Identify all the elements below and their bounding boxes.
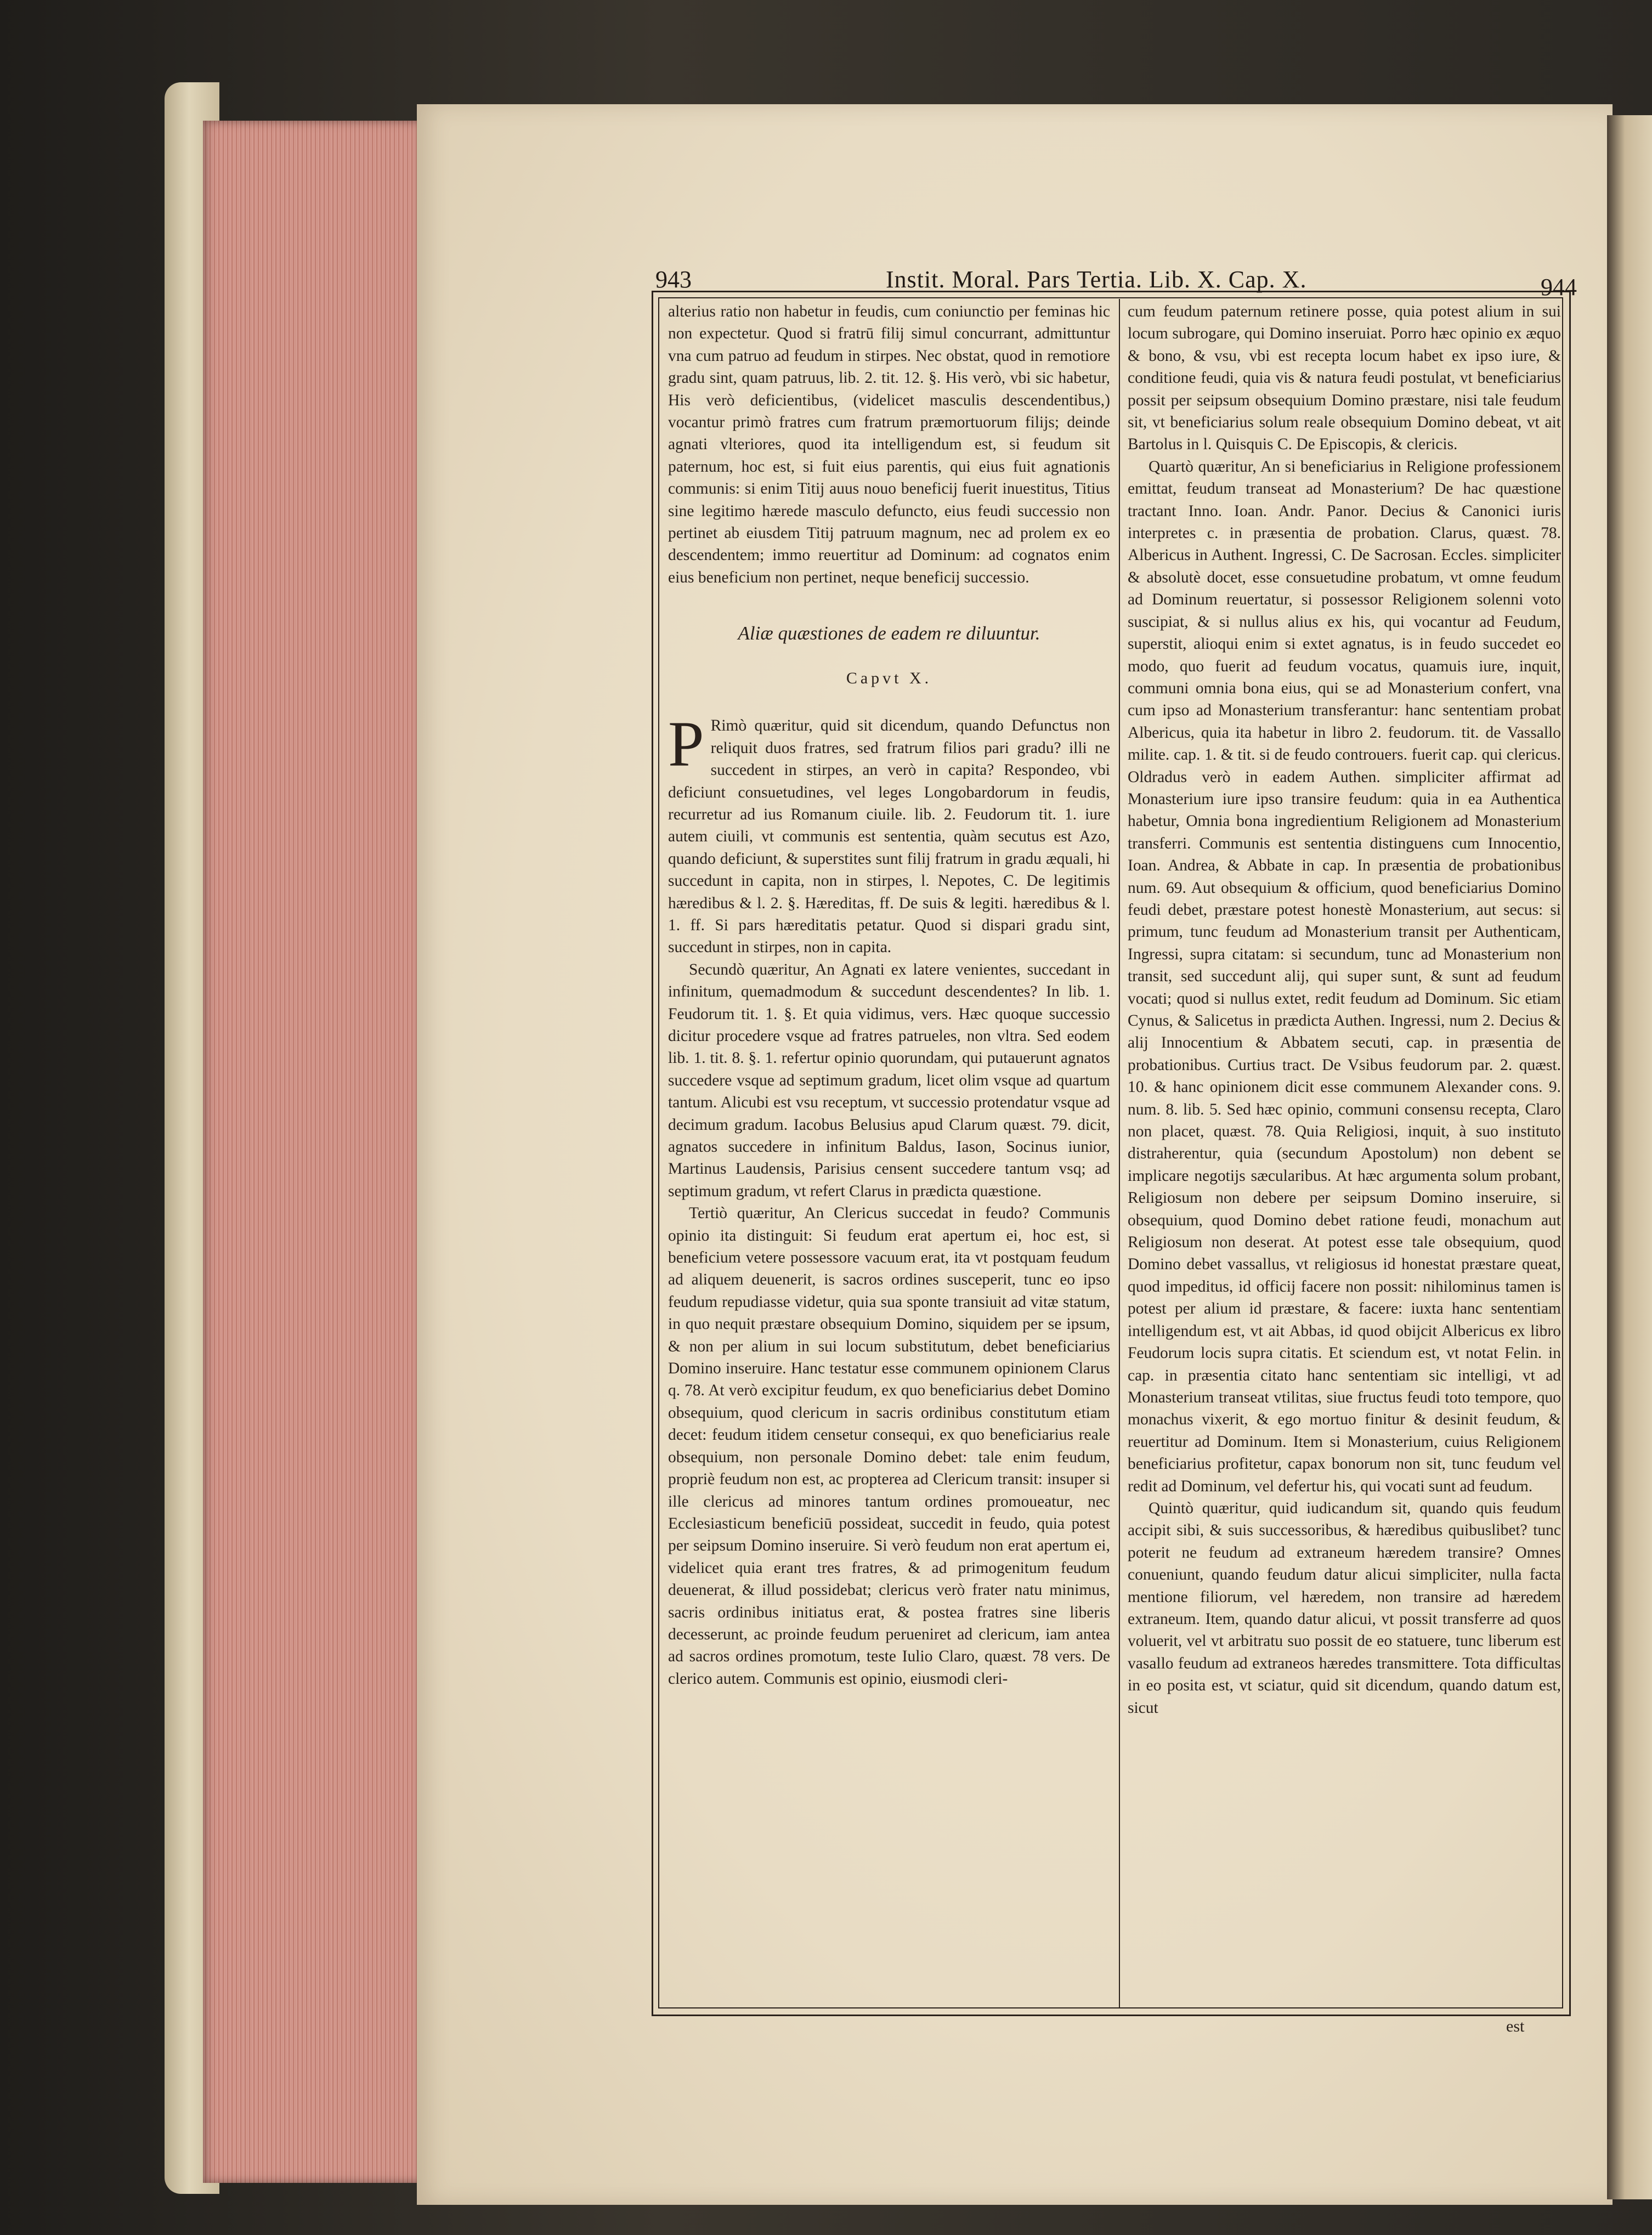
facing-page-edge (1607, 115, 1652, 2199)
page-edges (203, 121, 428, 2183)
paragraph-tertio: Tertiò quæritur, An Clericus succedat in feudo? Communis opinio ita distinguit: Si feudum erat apertum ei, hoc est, si beneficium vetere possessore vacuum erat, ita vt postquam feudum ad aliquem deuenerit, is sacros ordines susceperit, tunc eo ipso feudum repudiasse videtur, quia sua sponte transiuit ad vitæ statum, in quo nequit præstare obsequium Domino, siquidem per se ipsum, & non per alium in sui locum substitutum, debet beneficiarius Domino inseruire. Hanc testatur esse communem opinionem Clarus q. 78. At verò excipitur feudum, ex quo beneficiarius debet Domino obsequium, quod clericum in sacris ordinibus constitutum etiam decet: feudum itidem censetur consequi, ex quo beneficiarius reale obsequium, non personale Domino debet: tale enim feudum, propriè feudum non est, ac propterea ad Clericum transit: insuper si ille clericus ad minores tantum ordines promoueatur, nec Ecclesiasticum beneficiū possideat, succedit in feudo, quia potest per seipsum Domino inseruire. Si verò feudum non erat apertum ei, videlicet quia erant tres fratres, & ad primogenitum feudum deuenerat, & illud possidebat; clericus verò frater natu minimus, sacris ordinibus initiatus erat, & postea fratres sine liberis decesserunt, ac proinde feudum perueniret ad clericum, iam antea ad sacros ordines promotum, teste Iulio Claro, quæst. 78 vers. De clerico autem. Communis est opinio, eiusmodi cleri- (668, 1204, 1110, 1688)
running-header (655, 262, 1577, 301)
paragraph-quinto: Quintò quæritur, quid iudicandum sit, quando quis feudum accipit sibi, & suis successoribus, & hæredibus quibuslibet? tunc poterit ne feudum ad extraneum hæredem transire? Omnes conueniunt, quando feudum datur alicui simpliciter, nulla facta mentione filiorum, vel hæredem, non transire ad hæredem extraneum. Item, quando datur alicui, vt possit transferre ad quos voluerit, vel vt arbitratu suo possit de eo statuere, tunc liberum est vasallo feudum ad extraneos hæredes transmittere. Tota difficultas in eo posita est, vt sciatur, quid sit dicendum, quando datum est, sicut (1128, 1499, 1561, 1717)
paragraph-primo (668, 708, 1110, 958)
paragraph-primo-text: Rimò quæritur, quid sit dicendum, quando Defunctus non reliquit duos fratres, sed fratrum filios pari gradu? illi ne succedent in stirpes, an verò in capita? Respondeo, vbi deficiunt consuetudines, vel leges Longobardorum in feudis, recurretur ad ius Romanum ciuile. lib. 2. Feudorum tit. 1. iure autem ciuili, vt communis est sententia, quàm secutus est Azo, quando deficiunt, & superstites sunt filij fratrum in gradu æquali, hi succedunt in capita, non in stirpes, l. Nepotes, C. De legitimis hæredibus & l. 2. §. Hæreditas, ff. De suis & legiti. hæredibus & l. 1. ff. Si pars hæreditatis petatur. Quod si dispari gradu sint, succedunt in stirpes, non in capita. (668, 717, 1110, 957)
chapter-caption: Capvt X. (846, 669, 932, 688)
right-column (1128, 301, 1561, 1719)
left-column (668, 301, 1110, 1690)
catchword: est (1506, 2017, 1525, 2035)
right-paragraph-top: cum feudum paternum retinere posse, quia potest alium in sui locum subrogare, qui Domino inseruiat. Porro hæc opinio ex æquo & bono, & vsu, vbi est recepta locum habet ex ipso iure, & conditione feudi, quia vis & natura feudi postulat, vt beneficiarius possit per seipsum obsequium Domino præstare, nisi tale feudum sit, vt beneficiarius solum reale obsequium Domino debeat, vt ait Bartolus in l. Quisquis C. De Episcopis, & clericis. (1128, 303, 1561, 454)
folio-left: 943 (655, 266, 692, 293)
left-paragraph-top: alterius ratio non habetur in feudis, cum coniunctio per feminas hic non expectetur. Quod si fratrū filij simul concurrant, admittuntur vna cum patruo ad feudum in stirpes. Nec obstat, quod in remotiore gradu sint, quam patruus, lib. 2. tit. 12. §. His verò, vbi sic habetur, His verò deficientibus, (videlicet masculis descendentibus,) vocantur primò fratres cum fratrum præmortuorum filijs; deinde agnati vlteriores, quod ita intelligendum est, si feudum sit paternum, hoc est, si fuit eius parentis, qui eius fuit agnationis communis: si enim Titij auus nouo beneficij fuerit inuestitus, Titius sine legitimo hærede masculo defuncto, eius feudi successio non pertinet ab eiusdem Titij patruum magnum, nec ad prolem ex eo descendentem; immo reuertitur ad Dominum: ad cognatos enim eius beneficium non pertinet, neque beneficij successio. (668, 303, 1110, 586)
paragraph-quarto: Quartò quæritur, An si beneficiarius in Religione professionem emittat, feudum transeat ad Monasterium? De hac quæstione tractant Inno. Ioan. Andr. Panor. Decius & Canonici iuris interpretes c. in præsentia de probation. Clarus, quæst. 78. Albericus in Authent. Ingressi, C. De Sacrosan. Eccles. simpliciter & absolutè docet, esse consuetudine probatum, vt omne feudum ad Dominum reuertatur, si possessor Religionem solenni voto suscipiat, & si nullus alius ex his, qui vocantur ad Feudum, superstit, alioqui enim si extet agnatus, is in feudo succedet eo modo, quo fuerit ad feudum vocatus, quamuis iure, inquit, communi omnia bona eius, qui se ad Monasterium confert, vna cum ipso ad Monasterium transferantur: hanc sententiam probat Albericus, quia ita habetur in libro 2. feudorum. tit. de Vassallo milite. cap. 1. & tit. si de feudo controuers. fuerit cap. qui clericus. Oldradus verò in eadem Authen. simpliciter affirmat ad Monasterium iure ipso transire feudum: quia in ea Authentica habetur, Omnia bona ingredientium Religionem ad Monasterium transferri. Communis est sententia distinguens cum Innocentio, Ioan. Andrea, & Abbate in cap. In præsentia de probationibus num. 69. Aut obsequium & officium, quod beneficiarius Domino feudi debet, præstare potest honestè Monasterium, aut secus: si primum, tunc feudum ad Monasterium transit per Authenticam, Ingressi, supra citatam: si secundum, tunc ad Monasterium non transit, sed succedunt alij, qui super sunt, & sunt ad feudum vocati; quod si nullus extet, redit feudum ad Dominum. Sic etiam Cynus, & Salicetus in prædicta Authen. Ingressi, num 2. Decius & alij Innocentium & Abbatem secuti, cap. in præsentia de probationibus. Curtius tract. De Vsibus feudorum par. 2. quæst. 10. & hanc opinionem dicit esse communem Alexander cons. 9. num. 8. lib. 5. Sed hæc opinio, communi consensu recepta, Claro non placet, quæst. 78. Quia Religiosi, inquit, à suo instituto distraherentur, quia (secundum Apostolum) non debent se implicare negotijs sæcularibus. At hæc argumenta solum probant, Religiosum non debere per seipsum Domino inseruire, si obsequium, quod Domino debet ratione feudi, monachum aut Religiosum non deserat. At potest esse tale obsequium, quod Domino debet vassallus, vt religiosus id honestat præstare queat, quod impeditus, id officij facere non possit: nihilominus tamen is potest per alium id præstare, & facere: iuxta hanc sententiam intelligendum est, vt ait Abbas, id quod obijcit Albericus ex libro Feudorum locis supra citatis. Et sciendum est, vt notat Felin. in cap. in præsentia citato hanc sententiam sic intelligi, vt ad Monasterium transeat vtilitas, siue fructus feudi toto tempore, quo monachus vixerit, & ego mortuo finitur & desinit feudum, & reuertitur ad Dominum. Item si Monasterium, cuius Religionem beneficiarius profitetur, capax bonorum non sit, tunc feudum vel redit ad Dominum, vel defertur his, qui vocati sunt ad feudum. (1128, 457, 1561, 1495)
paragraph-secundo: Secundò quæritur, An Agnati ex latere venientes, succedant in infinitum, quemadmodum & succedunt descendentes? In lib. 1. Feudorum tit. 1. §. Et quia vidimus, vers. Hæc quoque successio dicitur procedere vsque ad fratres patrueles, non vltra. Sed eodem lib. 1. tit. 8. §. 1. refertur opinio quorundam, qui putauerunt agnatos succedere vsque ad septimum gradum, licet olim vsque ad quartum tantum. Alicubi est vsu receptum, vt successio protendatur vsque ad decimum gradum. Iacobus Belusius apud Clarum quæst. 79. dicit, agnatos succedere in infinitum Baldus, Iason, Socinus iunior, Martinus Laudensis, Parisius censent succedere tantum vsq; ad septimum gradum, vt refert Clarus in prædicta quæstione. (668, 960, 1110, 1200)
drop-cap: P (668, 708, 704, 780)
folio-right: 944 (1541, 274, 1577, 301)
running-title: Instit. Moral. Pars Tertia. Lib. X. Cap. X. (886, 266, 1307, 293)
column-rule (1119, 299, 1120, 2007)
section-heading: Aliæ quæstiones de eadem re diluuntur. (738, 623, 1040, 644)
